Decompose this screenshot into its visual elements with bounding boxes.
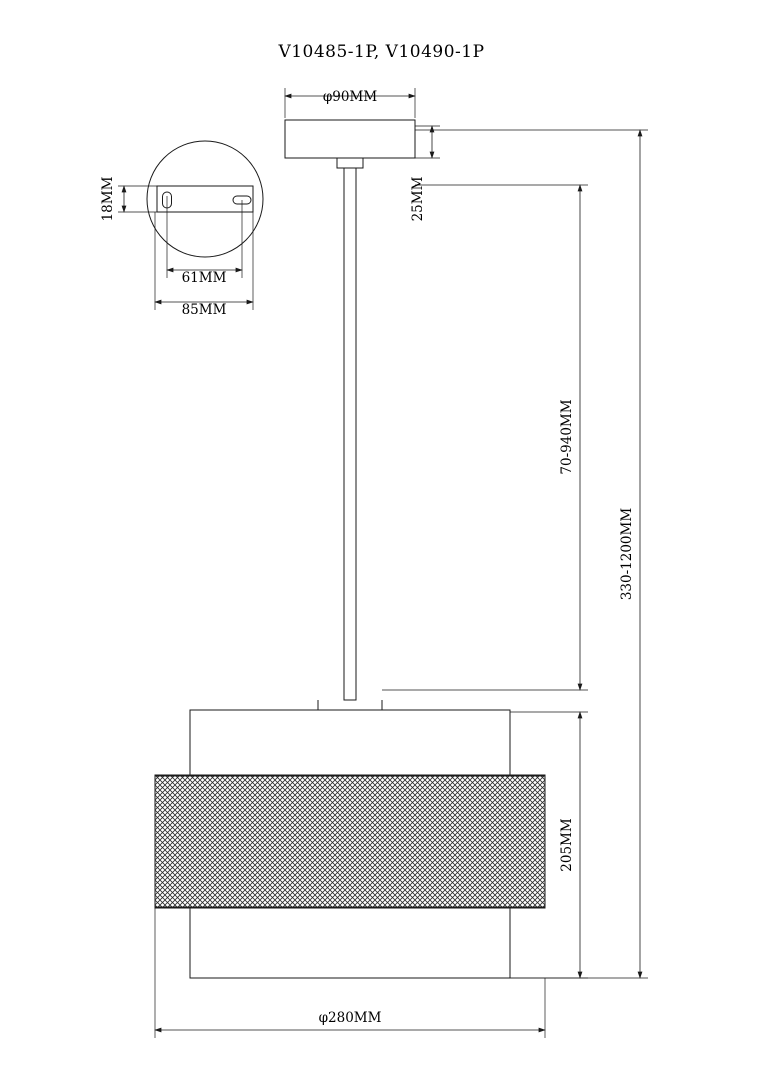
page-title: V10485-1P, V10490-1P	[278, 42, 485, 62]
dim-canopy-diameter: φ90MM	[322, 89, 378, 105]
suspension-rod	[344, 168, 356, 700]
dim-screw-spacing: 61MM	[181, 270, 227, 286]
dim-total-height: 330-1200MM	[619, 507, 635, 601]
dim-drop-range: 70-940MM	[559, 399, 575, 475]
bracket-detail	[147, 141, 263, 257]
dim-plate-width: 85MM	[181, 302, 227, 318]
mesh-band	[155, 776, 545, 907]
dim-shade-diameter: φ280MM	[318, 1010, 382, 1026]
canopy	[285, 120, 415, 168]
dim-canopy-height: 25MM	[410, 176, 426, 222]
dim-bracket-thickness: 18MM	[100, 176, 116, 222]
dim-shade-band-height: 205MM	[559, 818, 575, 872]
